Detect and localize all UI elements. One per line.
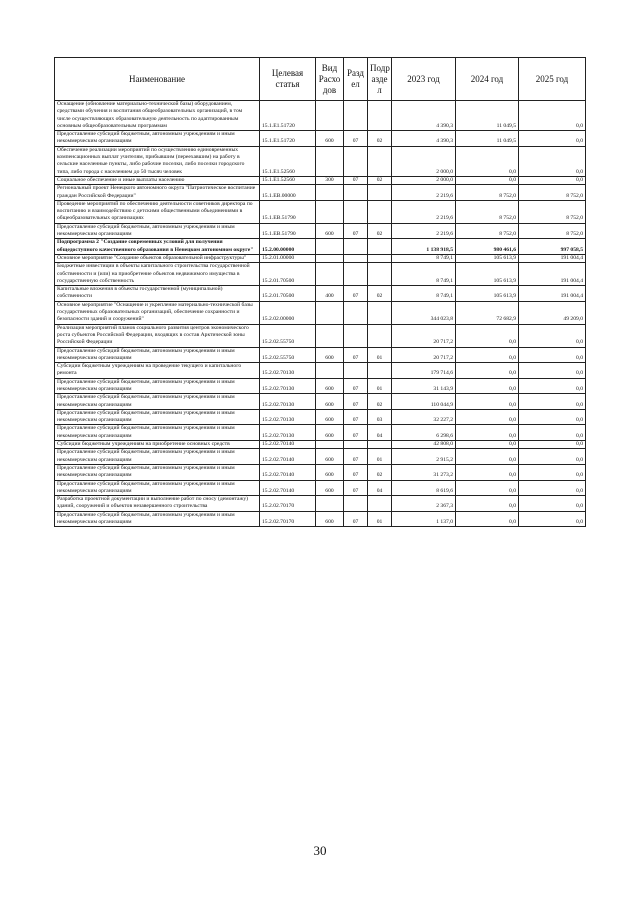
cell-2024: 0,0 <box>456 480 519 496</box>
cell-name: Субсидии бюджетным учреждениям на проведение текущего и капитального ремонта <box>55 363 260 379</box>
cell-target: 15.1.E1.52560 <box>260 176 316 184</box>
cell-name: Разработка проектной документации и выполнение работ по сносу (демонтажу) зданий, сооружений и объектов незавершенного строительства <box>55 496 260 512</box>
cell-section <box>344 146 368 176</box>
cell-section: 07 <box>344 378 368 394</box>
cell-expense-type <box>316 146 344 176</box>
table-row <box>55 301 586 324</box>
cell-2025: 0,0 <box>519 441 586 449</box>
cell-subsection: 02 <box>368 223 392 239</box>
cell-expense-type: 600 <box>316 131 344 147</box>
cell-2023: 179 714,6 <box>392 363 456 379</box>
table-row <box>55 363 586 379</box>
cell-2024: 0,0 <box>456 347 519 363</box>
cell-subsection: 01 <box>368 511 392 527</box>
cell-2024: 0,0 <box>456 425 519 441</box>
cell-2025: 49 209,0 <box>519 301 586 324</box>
cell-2024: 0,0 <box>456 511 519 527</box>
cell-2023: 2 219,6 <box>392 185 456 201</box>
cell-expense-type <box>316 239 344 255</box>
table-row <box>55 101 586 131</box>
cell-expense-type: 600 <box>316 464 344 480</box>
cell-name: Предоставление субсидий бюджетным, автономным учреждениям и иным некоммерческим организациям <box>55 511 260 527</box>
cell-section: 07 <box>344 511 368 527</box>
cell-2023: 20 717,2 <box>392 324 456 347</box>
table-row <box>55 449 586 465</box>
cell-2024: 11 049,5 <box>456 101 519 131</box>
cell-subsection <box>368 363 392 379</box>
cell-section <box>344 101 368 131</box>
cell-expense-type: 300 <box>316 176 344 184</box>
table-row <box>55 409 586 425</box>
cell-2023: 20 717,2 <box>392 347 456 363</box>
cell-2025: 0,0 <box>519 394 586 410</box>
cell-2023: 1 138 918,5 <box>392 239 456 255</box>
table-row <box>55 480 586 496</box>
cell-2024: 0,0 <box>456 464 519 480</box>
cell-expense-type: 600 <box>316 480 344 496</box>
cell-subsection <box>368 200 392 223</box>
cell-name: Предоставление субсидий бюджетным, автономным учреждениям и иным некоммерческим организациям <box>55 409 260 425</box>
cell-2023: 1 137,0 <box>392 511 456 527</box>
cell-2023: 42 808,0 <box>392 441 456 449</box>
cell-expense-type <box>316 185 344 201</box>
cell-2023: 8 749,1 <box>392 254 456 262</box>
cell-expense-type: 600 <box>316 511 344 527</box>
cell-subsection: 03 <box>368 409 392 425</box>
header-section: Разд ел <box>344 58 368 101</box>
cell-target: 15.1.E1.52560 <box>260 146 316 176</box>
cell-2024: 0,0 <box>456 146 519 176</box>
cell-2024: 0,0 <box>456 363 519 379</box>
cell-subsection: 01 <box>368 378 392 394</box>
cell-target: 15.2.02.70170 <box>260 496 316 512</box>
table-row <box>55 146 586 176</box>
cell-expense-type: 600 <box>316 347 344 363</box>
cell-name: Основное мероприятие "Оснащение и укрепление материально-технической базы государственных образовательных организаций, обеспечение сохранности и безопасности зданий и сооружений" <box>55 301 260 324</box>
table-row <box>55 394 586 410</box>
cell-target: 15.1.EB.51790 <box>260 200 316 223</box>
header-subsection: Подр азде л <box>368 58 392 101</box>
table-row <box>55 324 586 347</box>
cell-2025: 191 004,4 <box>519 286 586 302</box>
cell-subsection <box>368 441 392 449</box>
cell-subsection: 01 <box>368 449 392 465</box>
cell-section: 07 <box>344 286 368 302</box>
table-row <box>55 511 586 527</box>
cell-2025: 0,0 <box>519 409 586 425</box>
cell-target: 15.2.01.70500 <box>260 286 316 302</box>
cell-target: 15.2.02.70130 <box>260 378 316 394</box>
cell-subsection <box>368 101 392 131</box>
cell-section <box>344 496 368 512</box>
cell-2023: 2 219,6 <box>392 200 456 223</box>
cell-subsection: 02 <box>368 176 392 184</box>
cell-subsection <box>368 185 392 201</box>
cell-2025: 0,0 <box>519 363 586 379</box>
cell-2023: 2 367,3 <box>392 496 456 512</box>
cell-2024: 0,0 <box>456 441 519 449</box>
cell-target: 15.2.02.70140 <box>260 464 316 480</box>
cell-2023: 6 298,6 <box>392 425 456 441</box>
cell-expense-type: 600 <box>316 394 344 410</box>
cell-target: 15.1.E1.51720 <box>260 131 316 147</box>
cell-2023: 8 619,6 <box>392 480 456 496</box>
page-number: 30 <box>313 843 327 858</box>
cell-section: 07 <box>344 449 368 465</box>
cell-2024: 0,0 <box>456 496 519 512</box>
cell-2023: 32 227,2 <box>392 409 456 425</box>
cell-name: Предоставление субсидий бюджетным, автономным учреждениям и иным некоммерческим организациям <box>55 425 260 441</box>
cell-name: Субсидии бюджетным учреждениям на приобретение основных средств <box>55 441 260 449</box>
cell-2025: 0,0 <box>519 464 586 480</box>
cell-name: Оснащение (обновление материально-технической базы) оборудованием, средствами обучения и воспитания общеобразовательных организаций, в том числе осуществляющих образовательную деятельность по адаптированным основным общеобразовательным программам <box>55 101 260 131</box>
cell-expense-type <box>316 200 344 223</box>
budget-table <box>54 57 586 527</box>
cell-2024: 0,0 <box>456 176 519 184</box>
cell-target: 15.2.01.70500 <box>260 263 316 286</box>
cell-target: 15.2.01.00000 <box>260 254 316 262</box>
cell-expense-type: 600 <box>316 425 344 441</box>
table-row <box>55 223 586 239</box>
cell-2025: 997 058,5 <box>519 239 586 255</box>
cell-2025: 0,0 <box>519 378 586 394</box>
cell-subsection: 01 <box>368 347 392 363</box>
cell-2024: 105 613,9 <box>456 286 519 302</box>
table-header-row <box>55 58 586 101</box>
cell-2025: 0,0 <box>519 511 586 527</box>
cell-target: 15.2.02.70130 <box>260 409 316 425</box>
cell-name: Реализация мероприятий планов социального развития центров экономического роста субъектов Российской Федерации, входящих в состав Арктической зоны Российской Федерации <box>55 324 260 347</box>
cell-2023: 8 749,1 <box>392 286 456 302</box>
cell-subsection: 02 <box>368 464 392 480</box>
cell-2025: 0,0 <box>519 496 586 512</box>
cell-2025: 0,0 <box>519 146 586 176</box>
table-row <box>55 441 586 449</box>
table-body <box>55 101 586 527</box>
cell-2023: 4 390,3 <box>392 131 456 147</box>
table-row <box>55 464 586 480</box>
cell-section <box>344 254 368 262</box>
cell-2024: 105 613,9 <box>456 263 519 286</box>
cell-name: Обеспечение реализации мероприятий по осуществлению единовременных компенсационных выплат учителям, прибывшим (переехавшим) на работу в сельские населенные пункты, либо рабочие поселки, либо поселки городского типа, либо города с населением до 50 тысяч человек <box>55 146 260 176</box>
cell-target: 15.2.02.70170 <box>260 511 316 527</box>
cell-2024: 0,0 <box>456 378 519 394</box>
header-expense-type: Вид Расхо дов <box>316 58 344 101</box>
cell-2023: 8 749,1 <box>392 263 456 286</box>
cell-subsection <box>368 301 392 324</box>
cell-subsection <box>368 263 392 286</box>
cell-2025: 0,0 <box>519 480 586 496</box>
cell-section <box>344 441 368 449</box>
cell-name: Проведение мероприятий по обеспечению деятельности советников директора по воспитанию и взаимодействию с детскими общественными объединениями в общеобразовательных организациях <box>55 200 260 223</box>
cell-subsection: 04 <box>368 425 392 441</box>
cell-section <box>344 363 368 379</box>
cell-expense-type: 600 <box>316 223 344 239</box>
cell-section: 07 <box>344 425 368 441</box>
cell-name: Региональный проект Ненецкого автономного округа "Патриотическое воспитание граждан Российской Федерации" <box>55 185 260 201</box>
cell-expense-type <box>316 363 344 379</box>
cell-2024: 0,0 <box>456 394 519 410</box>
header-year-2024: 2024 год <box>456 58 519 101</box>
cell-section <box>344 200 368 223</box>
table-row <box>55 263 586 286</box>
cell-subsection: 02 <box>368 286 392 302</box>
cell-expense-type <box>316 254 344 262</box>
cell-name: Предоставление субсидий бюджетным, автономным учреждениям и иным некоммерческим организациям <box>55 223 260 239</box>
header-name: Наименование <box>55 58 260 101</box>
cell-2025: 0,0 <box>519 101 586 131</box>
cell-name: Предоставление субсидий бюджетным, автономным учреждениям и иным некоммерческим организациям <box>55 480 260 496</box>
cell-2024: 8 752,0 <box>456 200 519 223</box>
cell-name: Основное мероприятие "Создание объектов образовательной инфраструктуры" <box>55 254 260 262</box>
cell-2025: 191 004,4 <box>519 254 586 262</box>
cell-2024: 105 613,9 <box>456 254 519 262</box>
cell-subsection: 04 <box>368 480 392 496</box>
cell-name: Подпрограмма 2 "Создание современных условий для получения общедоступного качественного образования в Ненецком автономном округе" <box>55 239 260 255</box>
cell-2025: 8 752,0 <box>519 200 586 223</box>
cell-2024: 8 752,0 <box>456 185 519 201</box>
cell-target: 15.2.02.70130 <box>260 363 316 379</box>
cell-target: 15.1.EB.00000 <box>260 185 316 201</box>
cell-2023: 2 000,0 <box>392 176 456 184</box>
cell-2023: 344 023,8 <box>392 301 456 324</box>
cell-expense-type <box>316 101 344 131</box>
cell-target: 15.2.02.55750 <box>260 324 316 347</box>
cell-subsection: 02 <box>368 131 392 147</box>
cell-section: 07 <box>344 176 368 184</box>
cell-expense-type: 600 <box>316 378 344 394</box>
table-row <box>55 176 586 184</box>
cell-target: 15.2.02.00000 <box>260 301 316 324</box>
cell-section: 07 <box>344 223 368 239</box>
header-year-2025: 2025 год <box>519 58 586 101</box>
header-target: Целевая статья <box>260 58 316 101</box>
cell-section <box>344 324 368 347</box>
cell-name: Предоставление субсидий бюджетным, автономным учреждениям и иным некоммерческим организациям <box>55 464 260 480</box>
cell-target: 15.2.02.70140 <box>260 441 316 449</box>
cell-2023: 2 219,6 <box>392 223 456 239</box>
cell-subsection: 02 <box>368 394 392 410</box>
cell-expense-type: 400 <box>316 286 344 302</box>
cell-2024: 72 682,9 <box>456 301 519 324</box>
cell-subsection <box>368 254 392 262</box>
cell-2023: 2 000,0 <box>392 146 456 176</box>
cell-section: 07 <box>344 347 368 363</box>
cell-name: Капитальные вложения в объекты государственной (муниципальной) собственности <box>55 286 260 302</box>
cell-section <box>344 185 368 201</box>
cell-expense-type <box>316 441 344 449</box>
cell-section: 07 <box>344 409 368 425</box>
cell-2024: 980 461,6 <box>456 239 519 255</box>
table-row <box>55 378 586 394</box>
cell-target: 15.2.00.00000 <box>260 239 316 255</box>
cell-section: 07 <box>344 131 368 147</box>
table-row <box>55 131 586 147</box>
cell-2023: 110 044,9 <box>392 394 456 410</box>
cell-2023: 31 273,2 <box>392 464 456 480</box>
cell-2025: 0,0 <box>519 425 586 441</box>
cell-section <box>344 263 368 286</box>
cell-target: 15.2.02.70130 <box>260 425 316 441</box>
table-row <box>55 347 586 363</box>
cell-name: Предоставление субсидий бюджетным, автономным учреждениям и иным некоммерческим организациям <box>55 131 260 147</box>
cell-2024: 8 752,0 <box>456 223 519 239</box>
cell-expense-type <box>316 496 344 512</box>
cell-2024: 0,0 <box>456 409 519 425</box>
cell-expense-type <box>316 263 344 286</box>
cell-target: 15.2.02.55750 <box>260 347 316 363</box>
cell-2023: 4 390,3 <box>392 101 456 131</box>
cell-2025: 8 752,0 <box>519 185 586 201</box>
cell-section: 07 <box>344 394 368 410</box>
table-row <box>55 496 586 512</box>
cell-name: Предоставление субсидий бюджетным, автономным учреждениям и иным некоммерческим организациям <box>55 378 260 394</box>
cell-section <box>344 239 368 255</box>
cell-name: Социальное обеспечение и иные выплаты населению <box>55 176 260 184</box>
cell-name: Предоставление субсидий бюджетным, автономным учреждениям и иным некоммерческим организациям <box>55 449 260 465</box>
cell-expense-type: 600 <box>316 409 344 425</box>
cell-target: 15.2.02.70140 <box>260 480 316 496</box>
cell-target: 15.2.02.70130 <box>260 394 316 410</box>
cell-2024: 0,0 <box>456 449 519 465</box>
cell-2024: 0,0 <box>456 324 519 347</box>
cell-subsection <box>368 496 392 512</box>
cell-2025: 191 004,4 <box>519 263 586 286</box>
cell-2025: 0,0 <box>519 347 586 363</box>
cell-2025: 0,0 <box>519 131 586 147</box>
cell-section: 07 <box>344 464 368 480</box>
cell-name: Бюджетные инвестиции в объекты капитального строительства государственной собственности и (или) на приобретение объектов недвижимого имущества в государственную собственность <box>55 263 260 286</box>
cell-2025: 0,0 <box>519 176 586 184</box>
cell-name: Предоставление субсидий бюджетным, автономным учреждениям и иным некоммерческим организациям <box>55 394 260 410</box>
table-row <box>55 286 586 302</box>
table-row <box>55 185 586 201</box>
cell-subsection <box>368 239 392 255</box>
cell-target: 15.1.E1.51720 <box>260 101 316 131</box>
cell-2024: 11 049,5 <box>456 131 519 147</box>
cell-subsection <box>368 324 392 347</box>
cell-target: 15.1.EB.51790 <box>260 223 316 239</box>
cell-target: 15.2.02.70140 <box>260 449 316 465</box>
table-row <box>55 239 586 255</box>
table-row <box>55 425 586 441</box>
header-year-2023: 2023 год <box>392 58 456 101</box>
cell-section <box>344 301 368 324</box>
cell-2023: 31 143,9 <box>392 378 456 394</box>
cell-2023: 2 915,2 <box>392 449 456 465</box>
cell-expense-type <box>316 324 344 347</box>
cell-2025: 0,0 <box>519 324 586 347</box>
cell-2025: 0,0 <box>519 449 586 465</box>
cell-2025: 8 752,0 <box>519 223 586 239</box>
table-row <box>55 200 586 223</box>
cell-subsection <box>368 146 392 176</box>
cell-expense-type <box>316 301 344 324</box>
cell-name: Предоставление субсидий бюджетным, автономным учреждениям и иным некоммерческим организациям <box>55 347 260 363</box>
table-row <box>55 254 586 262</box>
cell-section: 07 <box>344 480 368 496</box>
cell-expense-type: 600 <box>316 449 344 465</box>
